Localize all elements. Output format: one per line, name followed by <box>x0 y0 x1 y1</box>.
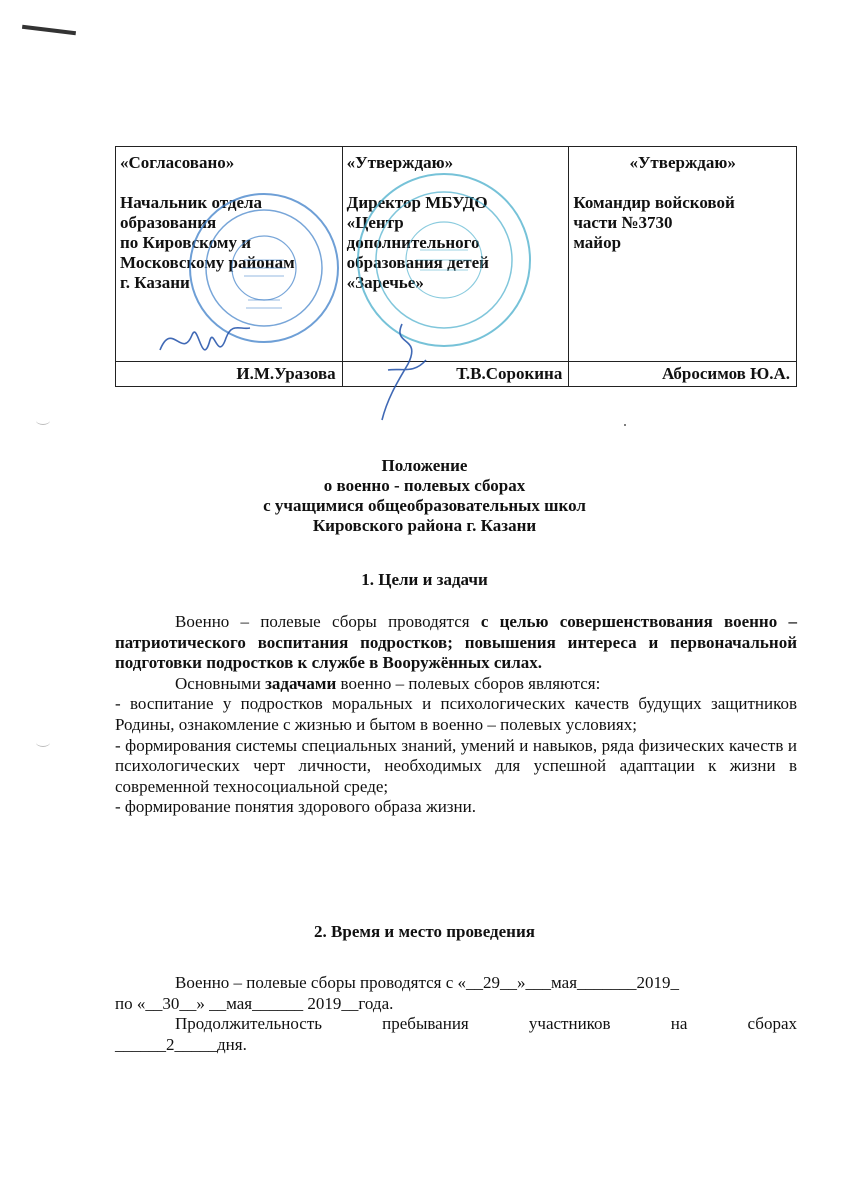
approval-line: майор <box>573 233 622 252</box>
approval-cell-director <box>342 147 569 362</box>
tasks-intro-text: Основными <box>175 673 266 693</box>
signature-name-cell: Т.В.Сорокина <box>342 362 569 387</box>
scan-artifact <box>22 25 76 36</box>
signature-name-cell: Абросимов Ю.А. <box>569 362 797 387</box>
duration-line: Продолжительность пребывания участников на сборах <box>175 1014 797 1034</box>
tasks-intro-text: военно – полевых сборов являются: <box>336 673 601 693</box>
duration-line: ______2_____дня. <box>115 1034 247 1054</box>
scan-dot <box>624 424 626 426</box>
title-line: Положение <box>381 456 468 475</box>
approval-title-director: «Утверждаю» <box>346 153 454 172</box>
approval-line: части №3730 <box>573 213 673 232</box>
approval-line: «Центр <box>346 213 404 232</box>
punch-hole-mark <box>36 416 50 425</box>
section-2-title: 2. Время и место проведения <box>314 922 535 941</box>
approval-line: дополнительного <box>346 233 480 252</box>
approval-title-agreed: «Согласовано» <box>120 153 235 172</box>
approval-line: Московскому районам <box>120 253 295 272</box>
approval-title-commander: «Утверждаю» <box>629 153 736 172</box>
dates-line: Военно – полевые сборы проводятся с «__29__»___мая_______2019_ <box>175 973 680 992</box>
title-line: Кировского района г. Казани <box>312 516 537 535</box>
approval-cell-agreed <box>116 147 343 362</box>
task-item: - формирования системы специальных знаний, умений и навыков, ряда физических качеств и психологических черт личности, необходимых для успешной адаптации к жизни в современной техносоциальной среде; <box>115 735 797 796</box>
punch-hole-mark <box>36 738 50 747</box>
approval-line: «Заречье» <box>346 273 424 292</box>
approval-line: образования детей <box>346 253 489 272</box>
section-1-title: 1. Цели и задачи <box>361 570 488 589</box>
dates-line: по «__30__» __мая______ 2019__года. <box>115 993 394 1013</box>
goal-text-bold: с целью совершенствования военно – патриотического воспитания подростков; повышения интереса и первоначальной подготовки подростков к службе в Вооружённых силах. <box>115 612 797 673</box>
task-item: - воспитание у подростков моральных и психологических качеств будущих защитников Родины, ознакомление с жизнью и бытом в военно – полевых условиях; <box>115 694 797 734</box>
approval-line: образования <box>120 213 217 232</box>
approval-cell-commander <box>569 147 797 362</box>
document-title <box>0 456 849 536</box>
section-2-body <box>115 973 797 1055</box>
signature-name-cell: И.М.Уразова <box>116 362 343 387</box>
approval-line: Командир войсковой <box>573 193 735 212</box>
section-1-body <box>115 612 797 818</box>
approval-line: по Кировскому и <box>120 233 252 252</box>
goal-paragraph <box>115 612 797 674</box>
task-item: - формирование понятия здорового образа жизни. <box>115 797 476 817</box>
goal-text: Военно – полевые сборы проводятся <box>175 612 481 631</box>
tasks-intro-paragraph <box>115 674 797 695</box>
approval-line: Начальник отдела <box>120 193 263 212</box>
approval-line: Директор МБУДО <box>346 193 488 212</box>
title-line: о военно - полевых сборах <box>323 476 526 495</box>
tasks-intro-bold: задачами <box>265 673 337 693</box>
title-line: с учащимися общеобразовательных школ <box>263 496 586 515</box>
approval-table <box>115 146 797 387</box>
approval-line: г. Казани <box>120 273 190 292</box>
